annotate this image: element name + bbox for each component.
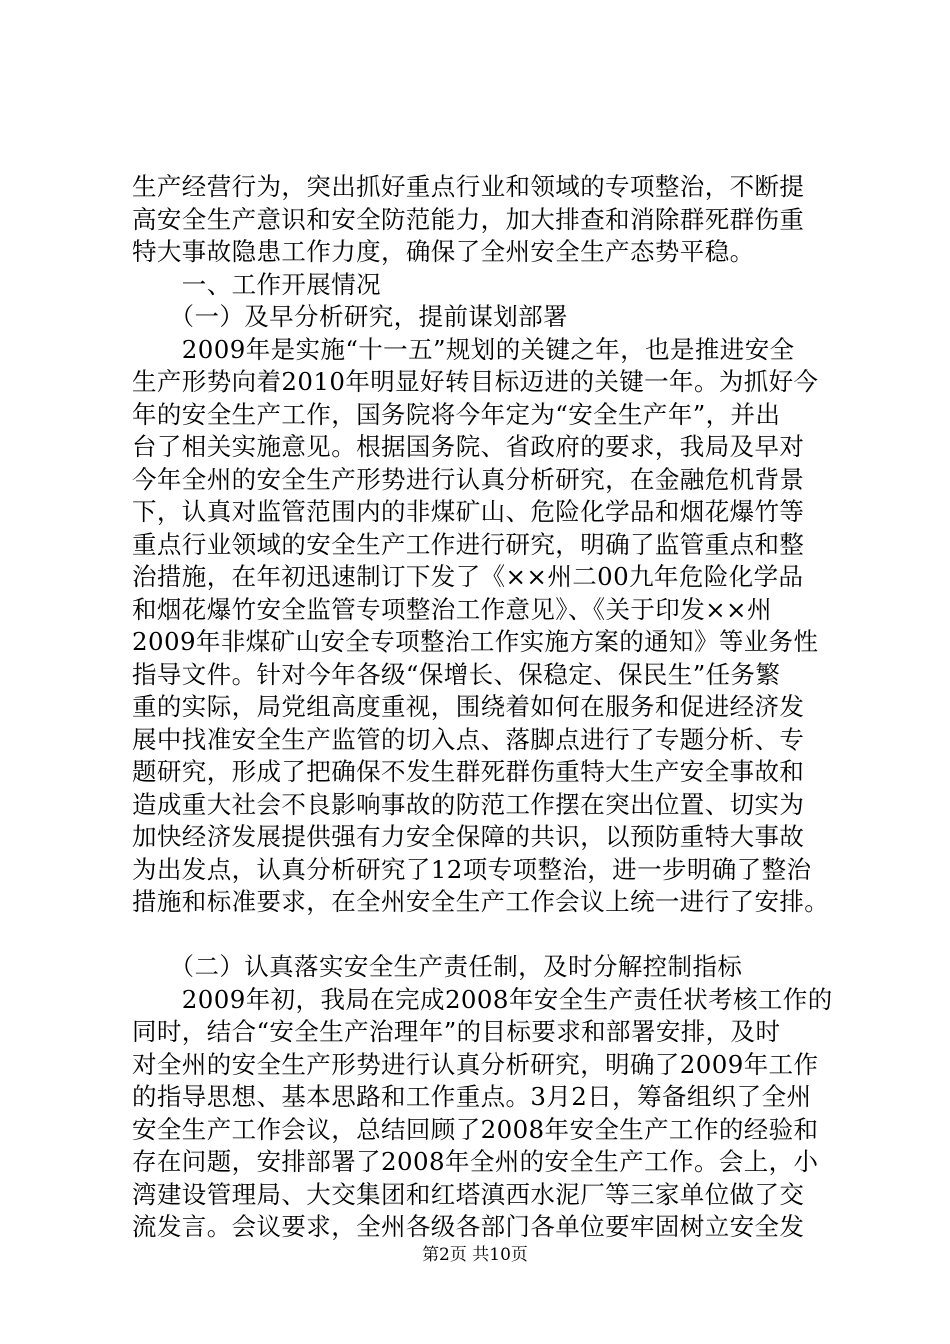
text-line: 造成重大社会不良影响事故的防范工作摆在突出位置、切实为 [132,789,805,819]
section-heading: 一、工作开展情况 [132,269,381,299]
text-line: 特大事故隐患工作力度，确保了全州安全生产态势平稳。 [132,237,755,266]
text-line: 同时，结合“安全生产治理年”的目标要求和部署安排，及时 [132,1017,781,1046]
text-line: 的指导思想、基本思路和工作重点。3月2日，筹备组织了全州 [132,1082,812,1111]
text-line: 重的实际，局党组高度重视，围绕着如何在服务和促进经济发 [132,692,805,721]
text-line: 生产形势向着2010年明显好转目标迈进的关键一年。为抓好今 [132,367,819,396]
text-line: 存在问题，安排部署了2008年全州的安全生产工作。会上，小 [132,1147,819,1176]
text-line: 题研究，形成了把确保不发生群死群伤重特大生产安全事故和 [132,757,805,786]
subsection-heading: （二）认真落实安全生产责任制，及时分解控制指标 [132,952,743,981]
text-line: 展中找准安全生产监管的切入点、落脚点进行了专题分析、专 [132,724,805,754]
page-number-label: 第2页 共10页 [422,1245,528,1265]
subsection-heading: （一）及早分析研究，提前谋划部署 [132,302,568,331]
text-line: 高安全生产意识和安全防范能力，加大排查和消除群死群伤重 [132,204,805,234]
text-line: 生产经营行为，突出抓好重点行业和领域的专项整治，不断提 [132,172,805,201]
text-line: 安全生产工作会议，总结回顾了2008年安全生产工作的经验和 [132,1114,819,1144]
page-footer [0,1243,950,1267]
text-line: 和烟花爆竹安全监管专项整治工作意见》、《关于印发××州 [132,594,772,624]
text-line: 对全州的安全生产形势进行认真分析研究，明确了2009年工作 [132,1049,819,1079]
text-line: 措施和标准要求，在全州安全生产工作会议上统一进行了安排。 [132,887,830,916]
text-line: 指导文件。针对今年各级“保增长、保稳定、保民生”任务繁 [132,659,781,689]
blank-line [132,919,852,952]
text-line: 台了相关实施意见。根据国务院、省政府的要求，我局及早对 [132,432,805,461]
text-line: 2009年是实施“十一五”规划的关键之年，也是推进安全 [132,334,795,364]
text-line: 下，认真对监管范围内的非煤矿山、危险化学品和烟花爆竹等 [132,497,805,526]
text-line: 重点行业领域的安全生产工作进行研究，明确了监管重点和整 [132,529,805,559]
text-line: 湾建设管理局、大交集团和红塔滇西水泥厂等三家单位做了交 [132,1179,805,1209]
text-line: 今年全州的安全生产形势进行认真分析研究，在金融危机背景 [132,464,805,494]
text-line: 年的安全生产工作，国务院将今年定为“安全生产年”，并出 [132,399,781,429]
body-text [132,171,852,1244]
text-line: 治措施，在年初迅速制订下发了《××州二00九年危险化学品 [132,562,804,591]
text-line: 2009年初，我局在完成2008年安全生产责任状考核工作的 [132,984,833,1014]
text-line: 为出发点，认真分析研究了12项专项整治，进一步明确了整治 [132,854,812,884]
text-line: 2009年非煤矿山安全专项整治工作实施方案的通知》等业务性 [132,627,819,656]
text-line: 加快经济发展提供强有力安全保障的共识，以预防重特大事故 [132,822,805,851]
text-line: 流发言。会议要求，全州各级各部门各单位要牢固树立安全发 [132,1212,805,1241]
